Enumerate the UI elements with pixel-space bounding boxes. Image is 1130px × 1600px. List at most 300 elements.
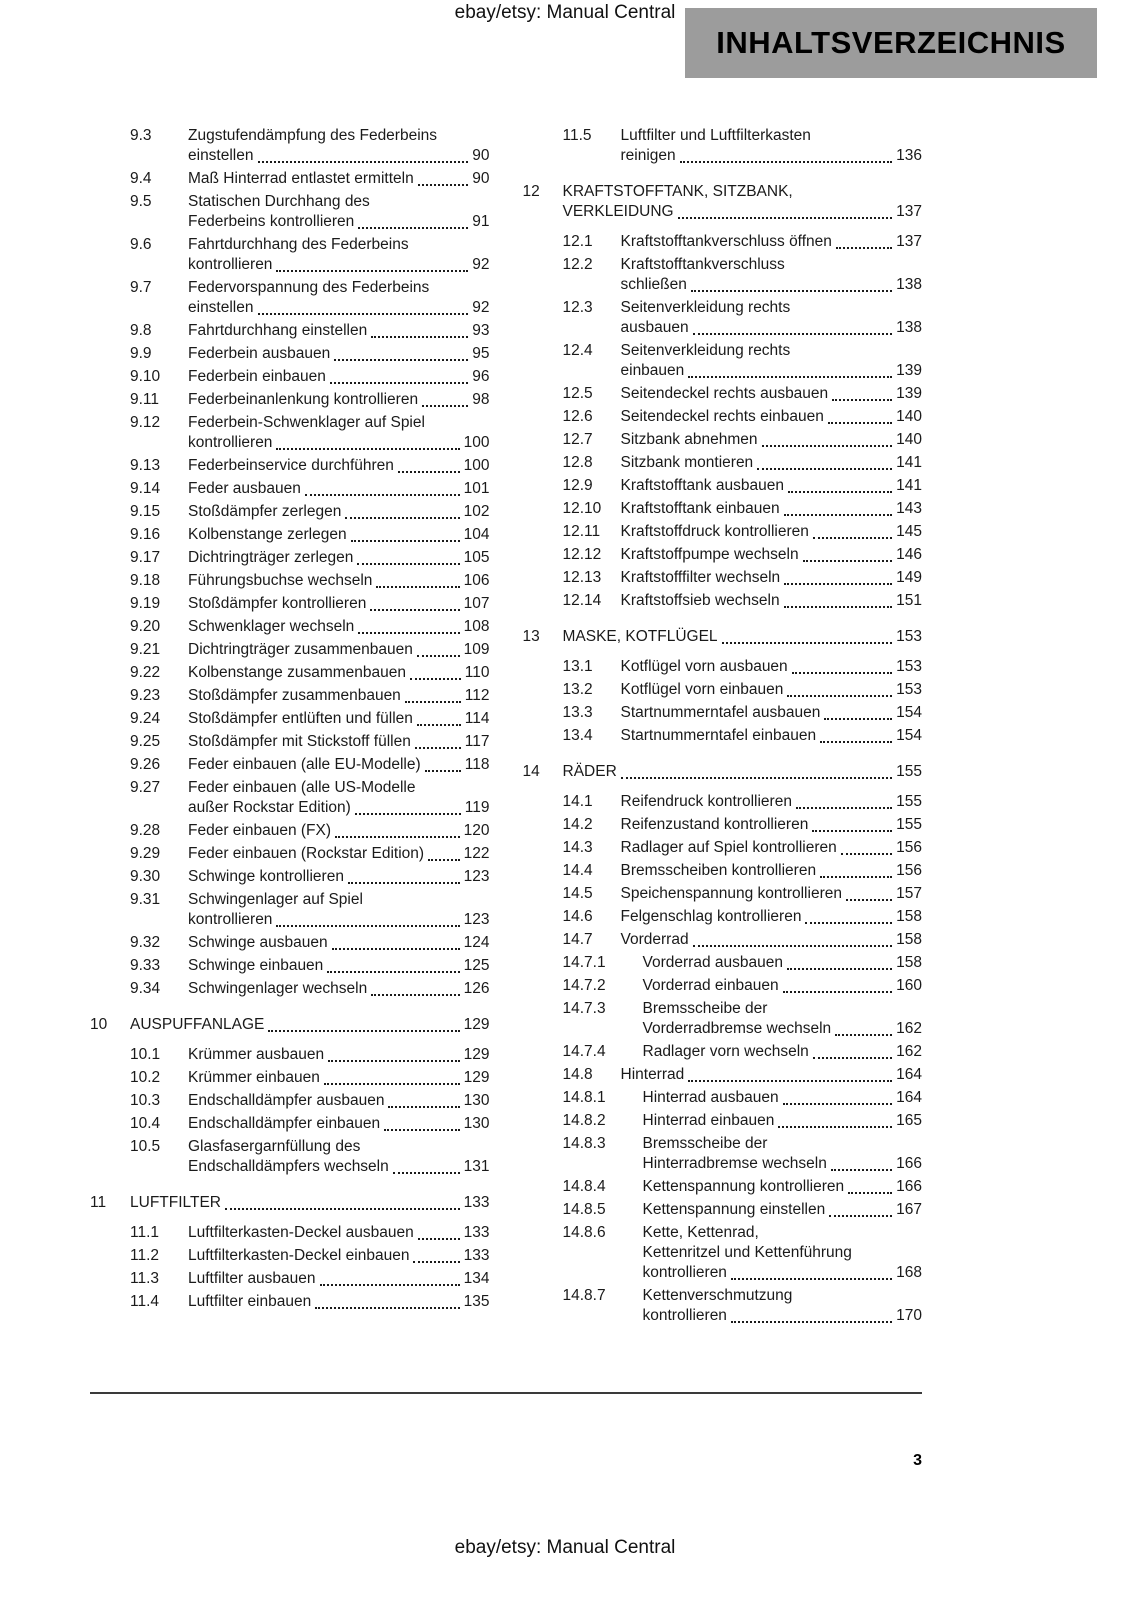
toc-entry-number: 9.26 bbox=[130, 756, 161, 773]
toc-entry-title bbox=[188, 1269, 490, 1289]
dot-leader bbox=[783, 976, 892, 993]
dot-leader bbox=[836, 232, 892, 249]
dot-leader bbox=[332, 933, 460, 950]
toc-title-lastline bbox=[188, 169, 490, 189]
dot-leader bbox=[276, 433, 459, 450]
toc-title-text: einbauen bbox=[620, 362, 685, 379]
toc-entry-title bbox=[621, 861, 923, 881]
toc-entry-title bbox=[188, 1091, 490, 1111]
toc-title-text: Stoßdämpfer zusammenbauen bbox=[188, 687, 401, 704]
toc-title-lastline bbox=[188, 321, 490, 341]
toc-title-text: Kolbenstange zusammenbauen bbox=[188, 664, 407, 681]
toc-entry-title bbox=[621, 815, 923, 835]
toc-entry-title bbox=[188, 456, 490, 476]
toc-title-line: Kette, Kettenrad, bbox=[642, 1224, 759, 1241]
toc-entry-title bbox=[621, 568, 923, 588]
toc-title-lastline bbox=[621, 499, 923, 519]
toc-title-lastline bbox=[621, 884, 923, 904]
toc-entry-title bbox=[621, 884, 923, 904]
toc-entry-number: 14.3 bbox=[562, 839, 593, 856]
dot-leader bbox=[355, 798, 461, 815]
toc-page-ref: 155 bbox=[896, 793, 922, 810]
toc-entry-number: 9.28 bbox=[130, 822, 161, 839]
toc-entry-number: 10.2 bbox=[130, 1069, 161, 1086]
toc-page-ref: 164 bbox=[896, 1089, 922, 1106]
toc-title-lastline bbox=[188, 255, 490, 275]
toc-entry-number: 10.3 bbox=[130, 1092, 161, 1109]
dot-leader bbox=[693, 930, 893, 947]
toc-entry-title bbox=[621, 930, 923, 950]
toc-entry-row bbox=[523, 861, 923, 881]
toc-title-text: Krümmer einbauen bbox=[188, 1069, 320, 1086]
toc-entry-title bbox=[563, 627, 923, 647]
toc-page-ref: 133 bbox=[463, 1247, 490, 1264]
toc-page-ref: 129 bbox=[463, 1016, 490, 1033]
toc-page-ref: 107 bbox=[463, 595, 490, 612]
toc-title-lastline bbox=[621, 384, 923, 404]
toc-title-text: Stoßdämpfer zerlegen bbox=[188, 503, 342, 520]
toc-entry-row bbox=[523, 568, 923, 588]
toc-entry-title bbox=[621, 703, 923, 723]
toc-page-ref: 137 bbox=[896, 233, 922, 250]
dot-leader bbox=[805, 907, 892, 924]
toc-entry-number: 14.1 bbox=[562, 793, 593, 810]
toc-page-ref: 154 bbox=[896, 727, 922, 744]
toc-title-text: Hinterrad ausbauen bbox=[642, 1089, 779, 1106]
toc-entry-title bbox=[188, 890, 490, 930]
toc-entry-title bbox=[621, 657, 923, 677]
toc-page-ref: 118 bbox=[464, 756, 490, 773]
dot-leader bbox=[796, 792, 892, 809]
toc-title-lastline bbox=[188, 525, 490, 545]
toc-title-text: Kraftstoffdruck kontrollieren bbox=[620, 523, 809, 540]
toc-title-text: Schwinge kontrollieren bbox=[188, 868, 344, 885]
toc-title-lastline bbox=[188, 956, 490, 976]
toc-entry-number: 12.12 bbox=[562, 546, 602, 563]
toc-page-ref: 141 bbox=[896, 477, 922, 494]
toc-entry-title bbox=[188, 594, 490, 614]
dot-leader bbox=[688, 361, 892, 378]
toc-entry-number: 9.32 bbox=[130, 934, 161, 951]
toc-page-ref: 146 bbox=[896, 546, 922, 563]
dot-leader bbox=[348, 867, 460, 884]
toc-title-text: Endschalldämpfer ausbauen bbox=[188, 1092, 385, 1109]
toc-title-text: Schwinge einbauen bbox=[188, 957, 324, 974]
toc-page-ref: 93 bbox=[472, 322, 490, 339]
toc-title-line: Seitenverkleidung rechts bbox=[620, 299, 791, 316]
dot-leader bbox=[258, 146, 469, 163]
toc-page-ref: 155 bbox=[896, 816, 922, 833]
toc-title-lastline bbox=[621, 275, 923, 295]
toc-title-text: Kraftstofftank ausbauen bbox=[620, 477, 784, 494]
toc-title-text: Vorderrad bbox=[620, 931, 689, 948]
toc-entry-number: 12.7 bbox=[562, 431, 593, 448]
dot-leader bbox=[784, 591, 893, 608]
toc-entry-row bbox=[90, 709, 490, 729]
toc-entry-number: 11.3 bbox=[130, 1270, 160, 1287]
toc-page-ref: 156 bbox=[896, 862, 922, 879]
toc-entry-title bbox=[621, 907, 923, 927]
toc-title-lastline bbox=[621, 545, 923, 565]
toc-entry-row bbox=[90, 1223, 490, 1243]
toc-title-text: kontrollieren bbox=[188, 911, 273, 928]
dot-leader bbox=[276, 255, 468, 272]
toc-page-ref: 167 bbox=[896, 1201, 922, 1218]
toc-page-ref: 92 bbox=[472, 299, 490, 316]
toc-entry-number: 9.30 bbox=[130, 868, 161, 885]
toc-page-ref: 158 bbox=[896, 954, 922, 971]
toc-title-text: Vorderrad einbauen bbox=[642, 977, 779, 994]
toc-entry-title bbox=[188, 755, 490, 775]
dot-leader bbox=[762, 430, 893, 447]
dot-leader bbox=[225, 1193, 460, 1210]
toc-title-text: Kotflügel vorn einbauen bbox=[620, 681, 784, 698]
toc-entry-number: 11.2 bbox=[130, 1247, 160, 1264]
toc-title-lastline bbox=[188, 344, 490, 364]
dot-leader bbox=[621, 762, 892, 779]
dot-leader bbox=[841, 838, 892, 855]
toc-title-lastline bbox=[643, 1177, 923, 1197]
toc-page-ref: 153 bbox=[896, 658, 922, 675]
dot-leader bbox=[828, 407, 892, 424]
page-title: INHALTSVERZEICHNIS bbox=[716, 25, 1066, 60]
toc-entry-number: 9.34 bbox=[130, 980, 161, 997]
dot-leader bbox=[371, 979, 459, 996]
toc-page-ref: 133 bbox=[463, 1194, 490, 1211]
toc-entry-row bbox=[90, 390, 490, 410]
toc-page-ref: 112 bbox=[464, 687, 490, 704]
toc-entry-title bbox=[188, 640, 490, 660]
toc-entry-title bbox=[130, 1193, 490, 1213]
toc-entry-row bbox=[90, 548, 490, 568]
toc-title-text: Endschalldämpfer einbauen bbox=[188, 1115, 381, 1132]
toc-title-lastline bbox=[188, 548, 490, 568]
toc-entry-number: 13.2 bbox=[562, 681, 593, 698]
toc-page-ref: 110 bbox=[464, 664, 490, 681]
toc-entry-number: 13.4 bbox=[562, 727, 593, 744]
toc-page-ref: 133 bbox=[463, 1224, 490, 1241]
toc-page-ref: 138 bbox=[896, 276, 922, 293]
toc-entry-title bbox=[188, 1068, 490, 1088]
toc-entry-row bbox=[523, 1286, 923, 1326]
toc-title-text: Stoßdämpfer mit Stickstoff füllen bbox=[188, 733, 411, 750]
toc-entry-title bbox=[621, 407, 923, 427]
dot-leader bbox=[324, 1068, 460, 1085]
toc-title-lastline bbox=[188, 1223, 490, 1243]
dot-leader bbox=[784, 499, 892, 516]
toc-entry-title bbox=[188, 502, 490, 522]
toc-entry-title bbox=[188, 390, 490, 410]
toc-title-lastline bbox=[621, 232, 923, 252]
dot-leader bbox=[783, 1088, 892, 1105]
toc-page-ref: 143 bbox=[896, 500, 922, 517]
toc-page-ref: 141 bbox=[896, 454, 922, 471]
toc-title-text: Luftfilter einbauen bbox=[188, 1293, 312, 1310]
toc-title-text: Federbeinservice durchführen bbox=[188, 457, 394, 474]
toc-entry-title bbox=[188, 413, 490, 453]
toc-title-text: Radlager vorn wechseln bbox=[642, 1043, 809, 1060]
toc-entry-number: 12.10 bbox=[562, 500, 602, 517]
toc-entry-title bbox=[621, 126, 923, 166]
toc-title-line: Statischen Durchhang des bbox=[188, 193, 370, 210]
toc-entry-row bbox=[523, 298, 923, 338]
toc-title-text: Kraftstofftank einbauen bbox=[620, 500, 780, 517]
toc-entry-row bbox=[90, 732, 490, 752]
toc-entry-row bbox=[90, 413, 490, 453]
toc-page-ref: 98 bbox=[472, 391, 490, 408]
toc-title-lastline bbox=[643, 1154, 923, 1174]
toc-title-lastline bbox=[621, 568, 923, 588]
toc-page-ref: 162 bbox=[896, 1020, 922, 1037]
toc-page-ref: 122 bbox=[463, 845, 490, 862]
toc-title-text: kontrollieren bbox=[642, 1307, 727, 1324]
toc-entry-number: 11.4 bbox=[130, 1293, 160, 1310]
toc-entry-title bbox=[643, 1286, 923, 1326]
title-box bbox=[685, 8, 1097, 78]
toc-title-text: Federbeins kontrollieren bbox=[188, 213, 355, 230]
footer-divider bbox=[90, 1392, 922, 1394]
toc-entry-number: 12 bbox=[522, 183, 540, 200]
toc-entry-title bbox=[188, 235, 490, 275]
toc-entry-row bbox=[523, 255, 923, 295]
toc-entry-row bbox=[90, 367, 490, 387]
toc-title-lastline bbox=[188, 571, 490, 591]
dot-leader bbox=[835, 1019, 892, 1036]
toc-title-lastline bbox=[643, 1111, 923, 1131]
toc-page-ref: 129 bbox=[463, 1046, 490, 1063]
toc-entry-number: 14.8.1 bbox=[562, 1089, 606, 1106]
dot-leader bbox=[829, 1200, 892, 1217]
toc-page-ref: 157 bbox=[896, 885, 922, 902]
toc-title-text: Vorderradbremse wechseln bbox=[642, 1020, 832, 1037]
toc-entry-row bbox=[90, 844, 490, 864]
toc-entry-number: 9.22 bbox=[130, 664, 161, 681]
toc-title-lastline bbox=[643, 1019, 923, 1039]
toc-entry-row bbox=[90, 1269, 490, 1289]
toc-entry-number: 14.8.3 bbox=[562, 1135, 606, 1152]
toc-title-lastline bbox=[643, 1042, 923, 1062]
toc-entry-row bbox=[523, 838, 923, 858]
toc-entry-row bbox=[523, 726, 923, 746]
toc-page-ref: 102 bbox=[463, 503, 490, 520]
toc-entry-row bbox=[90, 479, 490, 499]
dot-leader bbox=[778, 1111, 892, 1128]
toc-entry-row bbox=[523, 1134, 923, 1174]
dot-leader bbox=[831, 1154, 892, 1171]
toc-entry-row bbox=[90, 1137, 490, 1177]
toc-page-ref: 126 bbox=[463, 980, 490, 997]
toc-entry-title bbox=[621, 792, 923, 812]
dot-leader bbox=[691, 275, 892, 292]
toc-page-ref: 154 bbox=[896, 704, 922, 721]
toc-entry-row bbox=[90, 1045, 490, 1065]
toc-entry-number: 9.21 bbox=[130, 641, 161, 658]
toc-entry-row bbox=[523, 999, 923, 1039]
toc-entry-number: 14.6 bbox=[562, 908, 593, 925]
toc-entry-number: 14.4 bbox=[562, 862, 593, 879]
toc-entry-number: 9.12 bbox=[130, 414, 161, 431]
toc-entry-row bbox=[523, 657, 923, 677]
toc-entry-number: 9.29 bbox=[130, 845, 161, 862]
toc-title-text: Feder einbauen (FX) bbox=[188, 822, 332, 839]
toc-entry-title bbox=[563, 762, 923, 782]
toc-title-line: Kettenritzel und Kettenführung bbox=[642, 1244, 852, 1261]
dot-leader bbox=[370, 594, 459, 611]
toc-page-ref: 96 bbox=[472, 368, 490, 385]
toc-entry-title bbox=[621, 430, 923, 450]
toc-title-lastline bbox=[643, 1306, 923, 1326]
toc-title-lastline bbox=[621, 861, 923, 881]
toc-page-ref: 165 bbox=[896, 1112, 922, 1129]
toc-entry-title bbox=[188, 344, 490, 364]
toc-entry-number: 11.1 bbox=[130, 1224, 160, 1241]
toc-entry-row bbox=[90, 867, 490, 887]
toc-title-lastline bbox=[130, 1015, 490, 1035]
toc-title-lastline bbox=[621, 657, 923, 677]
toc-page-ref: 101 bbox=[463, 480, 490, 497]
dot-leader bbox=[813, 522, 892, 539]
toc-title-lastline bbox=[188, 1246, 490, 1266]
toc-entry-number: 10.5 bbox=[130, 1138, 161, 1155]
toc-title-lastline bbox=[188, 502, 490, 522]
toc-entry-row bbox=[523, 1177, 923, 1197]
toc-page-ref: 156 bbox=[896, 839, 922, 856]
toc-entry-title bbox=[621, 453, 923, 473]
toc-page-ref: 155 bbox=[896, 763, 922, 780]
toc-title-text: außer Rockstar Edition) bbox=[188, 799, 351, 816]
dot-leader bbox=[305, 479, 460, 496]
toc-entry-title bbox=[621, 298, 923, 338]
toc-title-text: Felgenschlag kontrollieren bbox=[620, 908, 802, 925]
toc-title-text: schließen bbox=[620, 276, 687, 293]
toc-entry-number: 12.9 bbox=[562, 477, 593, 494]
dot-leader bbox=[351, 525, 460, 542]
toc-chapter-row bbox=[523, 627, 923, 647]
toc-page-ref: 131 bbox=[463, 1158, 490, 1175]
toc-entry-number: 14.8.4 bbox=[562, 1178, 606, 1195]
toc-entry-row bbox=[90, 1292, 490, 1312]
page-number: 3 bbox=[913, 1452, 922, 1469]
dot-leader bbox=[813, 1042, 892, 1059]
toc-entry-number: 9.13 bbox=[130, 457, 161, 474]
toc-title-lastline bbox=[188, 479, 490, 499]
toc-entry-row bbox=[523, 545, 923, 565]
toc-title-line: Fahrtdurchhang des Federbeins bbox=[188, 236, 409, 253]
toc-entry-row bbox=[90, 1091, 490, 1111]
toc-title-text: Federbein einbauen bbox=[188, 368, 326, 385]
toc-title-text: Startnummerntafel ausbauen bbox=[620, 704, 821, 721]
toc-entry-number: 14.8.5 bbox=[562, 1201, 606, 1218]
toc-entry-title bbox=[188, 1292, 490, 1312]
dot-leader bbox=[268, 1015, 459, 1032]
toc-entry-number: 10 bbox=[90, 1016, 108, 1033]
toc-title-text: Sitzbank montieren bbox=[620, 454, 754, 471]
toc-page-ref: 119 bbox=[464, 799, 490, 816]
toc-entry-row bbox=[90, 778, 490, 818]
toc-entry-row bbox=[523, 407, 923, 427]
toc-entry-title bbox=[621, 341, 923, 381]
toc-title-lastline bbox=[643, 976, 923, 996]
toc-page-ref: 117 bbox=[464, 733, 490, 750]
dot-leader bbox=[832, 384, 892, 401]
toc-title-lastline bbox=[621, 476, 923, 496]
toc-entry-row bbox=[90, 933, 490, 953]
toc-title-lastline bbox=[621, 591, 923, 611]
toc-entry-title bbox=[130, 1015, 490, 1035]
toc-title-lastline bbox=[563, 627, 923, 647]
toc-title-lastline bbox=[188, 1269, 490, 1289]
toc-title-lastline bbox=[130, 1193, 490, 1213]
toc-entry-title bbox=[621, 726, 923, 746]
toc-title-lastline bbox=[188, 617, 490, 637]
toc-title-text: Schwenklager wechseln bbox=[188, 618, 355, 635]
toc-title-text: Feder ausbauen bbox=[188, 480, 301, 497]
dot-leader bbox=[410, 663, 461, 680]
toc-title-text: kontrollieren bbox=[188, 256, 273, 273]
toc-entry-row bbox=[523, 453, 923, 473]
toc-entry-number: 12.11 bbox=[562, 523, 601, 540]
toc-title-lastline bbox=[188, 1114, 490, 1134]
toc-title-lastline bbox=[621, 792, 923, 812]
toc-entry-number: 14.7.3 bbox=[562, 1000, 606, 1017]
toc-title-text: Hinterrad bbox=[620, 1066, 685, 1083]
dot-leader bbox=[422, 390, 468, 407]
toc-entry-title bbox=[643, 1223, 923, 1283]
toc-page-ref: 139 bbox=[896, 385, 922, 402]
toc-title-text: LUFTFILTER bbox=[130, 1194, 221, 1211]
toc-title-text: Kotflügel vorn ausbauen bbox=[620, 658, 788, 675]
toc-entry-title bbox=[563, 182, 923, 222]
toc-page-ref: 168 bbox=[896, 1264, 922, 1281]
toc-entry-title bbox=[188, 571, 490, 591]
toc-entry-title bbox=[643, 999, 923, 1039]
toc-title-text: Hinterrad einbauen bbox=[642, 1112, 775, 1129]
toc-entry-title bbox=[188, 867, 490, 887]
toc-entry-row bbox=[90, 456, 490, 476]
toc-title-text: Speichenspannung kontrollieren bbox=[620, 885, 842, 902]
toc-entry-number: 14.8.2 bbox=[562, 1112, 606, 1129]
toc-title-text: RÄDER bbox=[562, 763, 617, 780]
toc-entry-number: 13.3 bbox=[562, 704, 593, 721]
dot-leader bbox=[803, 545, 893, 562]
toc-page-ref: 109 bbox=[463, 641, 490, 658]
dot-leader bbox=[846, 884, 892, 901]
toc-entry-number: 10.1 bbox=[130, 1046, 161, 1063]
dot-leader bbox=[371, 321, 468, 338]
toc-entry-title bbox=[643, 1177, 923, 1197]
toc-entry-title bbox=[188, 1114, 490, 1134]
toc-page-ref: 114 bbox=[464, 710, 490, 727]
toc-title-text: Startnummerntafel einbauen bbox=[620, 727, 817, 744]
toc-title-text: Kettenspannung einstellen bbox=[642, 1201, 826, 1218]
toc-title-lastline bbox=[188, 1068, 490, 1088]
toc-title-lastline bbox=[643, 953, 923, 973]
toc-entry-number: 14 bbox=[522, 763, 540, 780]
toc-entry-number: 9.7 bbox=[130, 279, 152, 296]
toc-entry-row bbox=[90, 979, 490, 999]
toc-title-lastline bbox=[188, 979, 490, 999]
toc-title-text: Luftfilterkasten-Deckel ausbauen bbox=[188, 1224, 414, 1241]
toc-entry-title bbox=[621, 499, 923, 519]
toc-entry-number: 12.14 bbox=[562, 592, 602, 609]
toc-title-line: Bremsscheibe der bbox=[642, 1000, 768, 1017]
toc-title-line: Federvorspannung des Federbeins bbox=[188, 279, 430, 296]
toc-entry-title bbox=[643, 953, 923, 973]
toc-title-text: Sitzbank abnehmen bbox=[620, 431, 758, 448]
toc-entry-number: 9.18 bbox=[130, 572, 161, 589]
dot-leader bbox=[327, 956, 459, 973]
dot-leader bbox=[820, 861, 892, 878]
